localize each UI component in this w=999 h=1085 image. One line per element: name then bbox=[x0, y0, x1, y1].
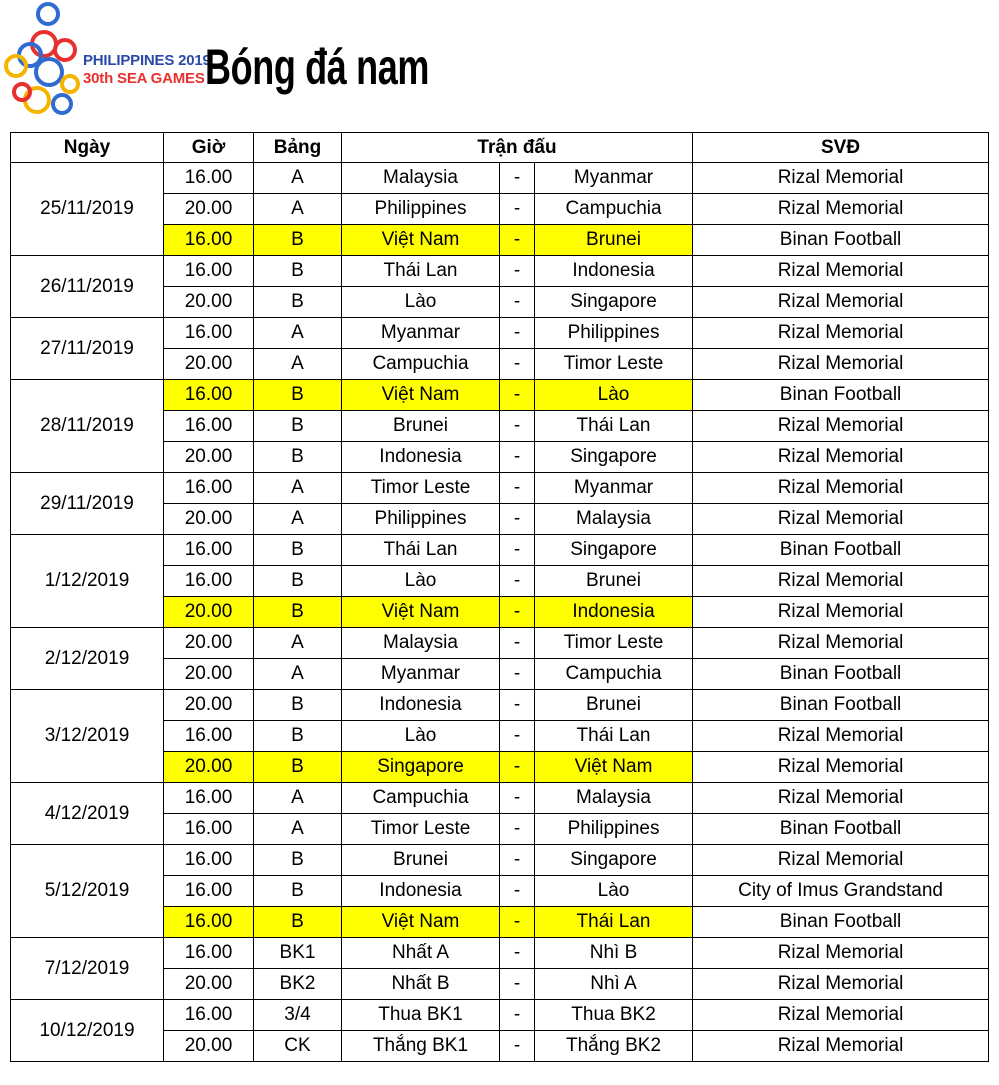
group-cell: BK2 bbox=[254, 969, 342, 1000]
group-cell: A bbox=[254, 194, 342, 225]
time-cell: 16.00 bbox=[164, 380, 254, 411]
venue-cell: Rizal Memorial bbox=[693, 287, 989, 318]
away-team-cell: Thái Lan bbox=[535, 907, 693, 938]
home-team-cell: Myanmar bbox=[342, 318, 500, 349]
time-cell: 16.00 bbox=[164, 1000, 254, 1031]
group-cell: 3/4 bbox=[254, 1000, 342, 1031]
time-cell: 16.00 bbox=[164, 256, 254, 287]
separator-cell: - bbox=[500, 628, 535, 659]
time-cell: 20.00 bbox=[164, 752, 254, 783]
away-team-cell: Singapore bbox=[535, 535, 693, 566]
separator-cell: - bbox=[500, 566, 535, 597]
home-team-cell: Timor Leste bbox=[342, 814, 500, 845]
venue-cell: Binan Football bbox=[693, 690, 989, 721]
away-team-cell: Philippines bbox=[535, 814, 693, 845]
group-cell: B bbox=[254, 876, 342, 907]
logo-line-1: PHILIPPINES 2019 bbox=[83, 52, 211, 69]
time-cell: 20.00 bbox=[164, 628, 254, 659]
time-cell: 20.00 bbox=[164, 969, 254, 1000]
group-cell: B bbox=[254, 535, 342, 566]
venue-cell: Binan Football bbox=[693, 380, 989, 411]
date-cell: 25/11/2019 bbox=[11, 163, 164, 256]
home-team-cell: Nhất B bbox=[342, 969, 500, 1000]
home-team-cell: Indonesia bbox=[342, 690, 500, 721]
group-cell: A bbox=[254, 783, 342, 814]
away-team-cell: Indonesia bbox=[535, 256, 693, 287]
group-cell: A bbox=[254, 318, 342, 349]
separator-cell: - bbox=[500, 380, 535, 411]
table-row bbox=[11, 380, 989, 411]
home-team-cell: Thái Lan bbox=[342, 535, 500, 566]
venue-cell: Rizal Memorial bbox=[693, 1031, 989, 1062]
away-team-cell: Brunei bbox=[535, 566, 693, 597]
separator-cell: - bbox=[500, 256, 535, 287]
time-cell: 20.00 bbox=[164, 659, 254, 690]
separator-cell: - bbox=[500, 876, 535, 907]
away-team-cell: Việt Nam bbox=[535, 752, 693, 783]
home-team-cell: Brunei bbox=[342, 411, 500, 442]
date-cell: 7/12/2019 bbox=[11, 938, 164, 1000]
group-cell: B bbox=[254, 256, 342, 287]
venue-cell: Rizal Memorial bbox=[693, 628, 989, 659]
away-team-cell: Timor Leste bbox=[535, 628, 693, 659]
away-team-cell: Nhì B bbox=[535, 938, 693, 969]
home-team-cell: Singapore bbox=[342, 752, 500, 783]
date-cell: 28/11/2019 bbox=[11, 380, 164, 473]
away-team-cell: Singapore bbox=[535, 845, 693, 876]
home-team-cell: Việt Nam bbox=[342, 225, 500, 256]
separator-cell: - bbox=[500, 163, 535, 194]
group-cell: B bbox=[254, 225, 342, 256]
group-cell: CK bbox=[254, 1031, 342, 1062]
table-row bbox=[11, 783, 989, 814]
schedule-table bbox=[10, 132, 989, 1062]
separator-cell: - bbox=[500, 752, 535, 783]
group-cell: B bbox=[254, 380, 342, 411]
time-cell: 16.00 bbox=[164, 783, 254, 814]
away-team-cell: Singapore bbox=[535, 442, 693, 473]
away-team-cell: Philippines bbox=[535, 318, 693, 349]
group-cell: A bbox=[254, 473, 342, 504]
home-team-cell: Indonesia bbox=[342, 442, 500, 473]
separator-cell: - bbox=[500, 535, 535, 566]
away-team-cell: Thái Lan bbox=[535, 411, 693, 442]
sea-games-rings-logo bbox=[0, 0, 80, 126]
group-cell: B bbox=[254, 566, 342, 597]
separator-cell: - bbox=[500, 845, 535, 876]
time-cell: 16.00 bbox=[164, 907, 254, 938]
group-cell: B bbox=[254, 845, 342, 876]
venue-cell: Rizal Memorial bbox=[693, 597, 989, 628]
date-cell: 29/11/2019 bbox=[11, 473, 164, 535]
venue-cell: Rizal Memorial bbox=[693, 566, 989, 597]
time-cell: 20.00 bbox=[164, 597, 254, 628]
separator-cell: - bbox=[500, 349, 535, 380]
header-venue: SVĐ bbox=[693, 133, 989, 163]
away-team-cell: Campuchia bbox=[535, 194, 693, 225]
header-time: Giờ bbox=[164, 133, 254, 163]
home-team-cell: Lào bbox=[342, 566, 500, 597]
separator-cell: - bbox=[500, 721, 535, 752]
group-cell: A bbox=[254, 504, 342, 535]
table-header-row bbox=[11, 133, 989, 163]
venue-cell: Rizal Memorial bbox=[693, 938, 989, 969]
group-cell: B bbox=[254, 907, 342, 938]
separator-cell: - bbox=[500, 504, 535, 535]
home-team-cell: Malaysia bbox=[342, 628, 500, 659]
time-cell: 16.00 bbox=[164, 814, 254, 845]
time-cell: 16.00 bbox=[164, 845, 254, 876]
separator-cell: - bbox=[500, 938, 535, 969]
date-cell: 5/12/2019 bbox=[11, 845, 164, 938]
home-team-cell: Thái Lan bbox=[342, 256, 500, 287]
time-cell: 16.00 bbox=[164, 535, 254, 566]
time-cell: 20.00 bbox=[164, 349, 254, 380]
away-team-cell: Thua BK2 bbox=[535, 1000, 693, 1031]
time-cell: 20.00 bbox=[164, 194, 254, 225]
group-cell: B bbox=[254, 752, 342, 783]
separator-cell: - bbox=[500, 783, 535, 814]
venue-cell: Rizal Memorial bbox=[693, 442, 989, 473]
separator-cell: - bbox=[500, 473, 535, 504]
venue-cell: Binan Football bbox=[693, 535, 989, 566]
venue-cell: Rizal Memorial bbox=[693, 721, 989, 752]
away-team-cell: Nhì A bbox=[535, 969, 693, 1000]
group-cell: B bbox=[254, 287, 342, 318]
home-team-cell: Thắng BK1 bbox=[342, 1031, 500, 1062]
away-team-cell: Malaysia bbox=[535, 504, 693, 535]
date-cell: 27/11/2019 bbox=[11, 318, 164, 380]
venue-cell: Rizal Memorial bbox=[693, 969, 989, 1000]
venue-cell: Binan Football bbox=[693, 814, 989, 845]
away-team-cell: Brunei bbox=[535, 690, 693, 721]
home-team-cell: Philippines bbox=[342, 504, 500, 535]
group-cell: B bbox=[254, 597, 342, 628]
separator-cell: - bbox=[500, 287, 535, 318]
group-cell: A bbox=[254, 814, 342, 845]
date-cell: 1/12/2019 bbox=[11, 535, 164, 628]
time-cell: 20.00 bbox=[164, 442, 254, 473]
group-cell: A bbox=[254, 163, 342, 194]
home-team-cell: Việt Nam bbox=[342, 907, 500, 938]
time-cell: 16.00 bbox=[164, 225, 254, 256]
away-team-cell: Lào bbox=[535, 876, 693, 907]
table-row bbox=[11, 163, 989, 194]
header-date: Ngày bbox=[11, 133, 164, 163]
home-team-cell: Campuchia bbox=[342, 349, 500, 380]
time-cell: 16.00 bbox=[164, 473, 254, 504]
date-cell: 4/12/2019 bbox=[11, 783, 164, 845]
time-cell: 16.00 bbox=[164, 566, 254, 597]
table-row bbox=[11, 473, 989, 504]
away-team-cell: Indonesia bbox=[535, 597, 693, 628]
venue-cell: Rizal Memorial bbox=[693, 163, 989, 194]
table-row bbox=[11, 938, 989, 969]
date-cell: 3/12/2019 bbox=[11, 690, 164, 783]
away-team-cell: Myanmar bbox=[535, 163, 693, 194]
table-row bbox=[11, 535, 989, 566]
away-team-cell: Singapore bbox=[535, 287, 693, 318]
home-team-cell: Campuchia bbox=[342, 783, 500, 814]
group-cell: A bbox=[254, 659, 342, 690]
venue-cell: Rizal Memorial bbox=[693, 349, 989, 380]
header-group: Bảng bbox=[254, 133, 342, 163]
time-cell: 20.00 bbox=[164, 690, 254, 721]
separator-cell: - bbox=[500, 1031, 535, 1062]
page-header bbox=[0, 0, 999, 130]
venue-cell: Rizal Memorial bbox=[693, 845, 989, 876]
table-row bbox=[11, 318, 989, 349]
logo-line-2: 30th SEA GAMES bbox=[83, 70, 205, 87]
separator-cell: - bbox=[500, 225, 535, 256]
away-team-cell: Malaysia bbox=[535, 783, 693, 814]
group-cell: B bbox=[254, 721, 342, 752]
separator-cell: - bbox=[500, 690, 535, 721]
time-cell: 16.00 bbox=[164, 721, 254, 752]
separator-cell: - bbox=[500, 597, 535, 628]
venue-cell: Rizal Memorial bbox=[693, 752, 989, 783]
away-team-cell: Brunei bbox=[535, 225, 693, 256]
table-row bbox=[11, 845, 989, 876]
venue-cell: Rizal Memorial bbox=[693, 783, 989, 814]
home-team-cell: Việt Nam bbox=[342, 380, 500, 411]
table-row bbox=[11, 690, 989, 721]
away-team-cell: Lào bbox=[535, 380, 693, 411]
separator-cell: - bbox=[500, 969, 535, 1000]
home-team-cell: Indonesia bbox=[342, 876, 500, 907]
separator-cell: - bbox=[500, 194, 535, 225]
separator-cell: - bbox=[500, 411, 535, 442]
venue-cell: Rizal Memorial bbox=[693, 194, 989, 225]
separator-cell: - bbox=[500, 814, 535, 845]
home-team-cell: Malaysia bbox=[342, 163, 500, 194]
venue-cell: Rizal Memorial bbox=[693, 504, 989, 535]
group-cell: BK1 bbox=[254, 938, 342, 969]
group-cell: B bbox=[254, 690, 342, 721]
table-row bbox=[11, 1000, 989, 1031]
venue-cell: Binan Football bbox=[693, 225, 989, 256]
group-cell: A bbox=[254, 628, 342, 659]
time-cell: 16.00 bbox=[164, 876, 254, 907]
time-cell: 16.00 bbox=[164, 411, 254, 442]
logo-text bbox=[83, 52, 211, 88]
separator-cell: - bbox=[500, 907, 535, 938]
separator-cell: - bbox=[500, 659, 535, 690]
date-cell: 26/11/2019 bbox=[11, 256, 164, 318]
home-team-cell: Philippines bbox=[342, 194, 500, 225]
venue-cell: Rizal Memorial bbox=[693, 256, 989, 287]
table-row bbox=[11, 628, 989, 659]
date-cell: 10/12/2019 bbox=[11, 1000, 164, 1062]
separator-cell: - bbox=[500, 1000, 535, 1031]
group-cell: B bbox=[254, 411, 342, 442]
header-match: Trận đấu bbox=[342, 133, 693, 163]
home-team-cell: Lào bbox=[342, 287, 500, 318]
home-team-cell: Nhất A bbox=[342, 938, 500, 969]
schedule-body bbox=[11, 163, 989, 1062]
away-team-cell: Myanmar bbox=[535, 473, 693, 504]
home-team-cell: Brunei bbox=[342, 845, 500, 876]
away-team-cell: Thắng BK2 bbox=[535, 1031, 693, 1062]
home-team-cell: Việt Nam bbox=[342, 597, 500, 628]
time-cell: 20.00 bbox=[164, 287, 254, 318]
home-team-cell: Thua BK1 bbox=[342, 1000, 500, 1031]
time-cell: 16.00 bbox=[164, 163, 254, 194]
venue-cell: City of Imus Grandstand bbox=[693, 876, 989, 907]
away-team-cell: Thái Lan bbox=[535, 721, 693, 752]
home-team-cell: Lào bbox=[342, 721, 500, 752]
table-row bbox=[11, 256, 989, 287]
away-team-cell: Timor Leste bbox=[535, 349, 693, 380]
venue-cell: Rizal Memorial bbox=[693, 473, 989, 504]
venue-cell: Binan Football bbox=[693, 907, 989, 938]
group-cell: B bbox=[254, 442, 342, 473]
time-cell: 20.00 bbox=[164, 504, 254, 535]
venue-cell: Binan Football bbox=[693, 659, 989, 690]
page-title: Bóng đá nam bbox=[205, 39, 430, 95]
group-cell: A bbox=[254, 349, 342, 380]
separator-cell: - bbox=[500, 318, 535, 349]
venue-cell: Rizal Memorial bbox=[693, 318, 989, 349]
time-cell: 16.00 bbox=[164, 318, 254, 349]
away-team-cell: Campuchia bbox=[535, 659, 693, 690]
time-cell: 20.00 bbox=[164, 1031, 254, 1062]
venue-cell: Rizal Memorial bbox=[693, 411, 989, 442]
date-cell: 2/12/2019 bbox=[11, 628, 164, 690]
separator-cell: - bbox=[500, 442, 535, 473]
time-cell: 16.00 bbox=[164, 938, 254, 969]
venue-cell: Rizal Memorial bbox=[693, 1000, 989, 1031]
home-team-cell: Timor Leste bbox=[342, 473, 500, 504]
home-team-cell: Myanmar bbox=[342, 659, 500, 690]
